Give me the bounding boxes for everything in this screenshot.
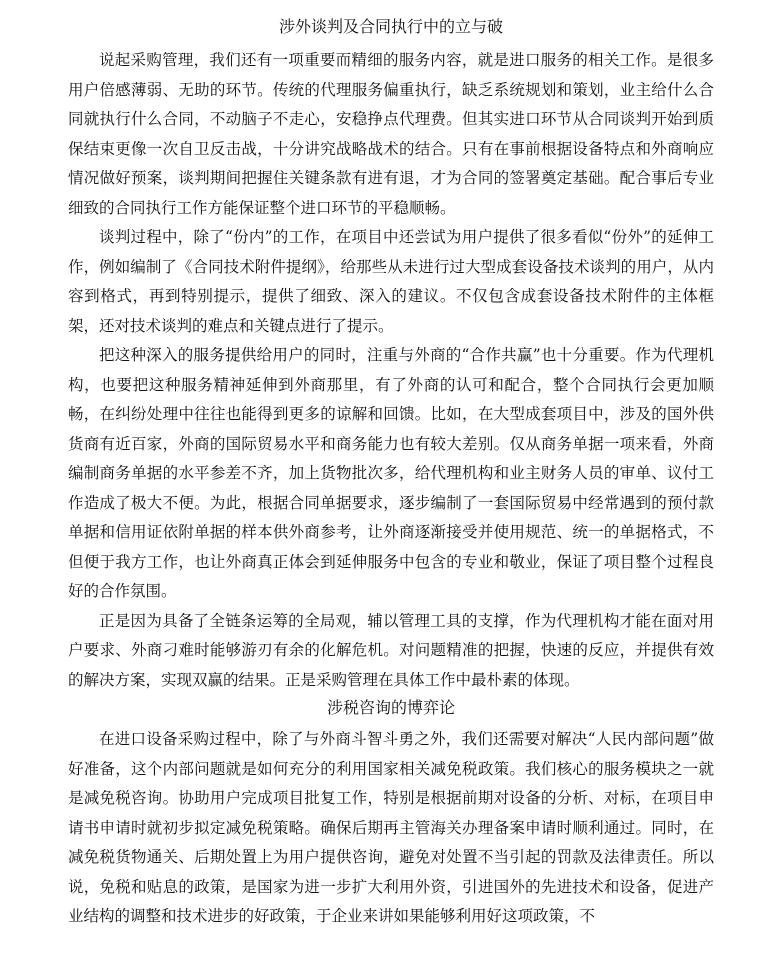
section-heading-negotiation: 涉外谈判及合同执行中的立与破 [278,17,503,36]
section-heading-tax: 涉税咨询的博弈论 [326,698,455,717]
paragraph-negotiation-process: 谈判过程中，除了“份内”的工作，在项目中还尝试为用户提供了很多看似“份外”的延伸工作，例如编制了《合同技术附件提纲》，给那些从未进行过大型成套设备技术谈判的用户，从内容到格式，再到特别提示，提供了细致、深入的建议。不仅包含成套设备技术附件的主体框架，还对技术谈判的难点和关键点进行了提示。 [68,228,714,335]
paragraph-intro: 说起采购管理，我们还有一项重要而精细的服务内容，就是进口服务的相关工作。是很多用户倍感薄弱、无助的环节。传统的代理服务偏重执行，缺乏系统规划和策划，业主给什么合同就执行什么合同，不动脑子不走心，安稳挣点代理费。但其实进口环节从合同谈判开始到质保结束更像一次自卫反击战，十分讲究战略战术的结合。只有在事前根据设备特点和外商响应情况做好预案，谈判期间把握住关键条款有进有退，才为合同的签署奠定基础。配合事后专业细致的合同执行工作方能保证整个进口环节的平稳顺畅。 [68,51,714,217]
paragraph-cooperation: 把这种深入的服务提供给用户的同时，注重与外商的“合作共赢”也十分重要。作为代理机构，也要把这种服务精神延伸到外商那里，有了外商的认可和配合，整个合同执行会更加顺畅，在纠纷处理中往往也能得到更多的谅解和回馈。比如，在大型成套项目中，涉及的国外供货商有近百家，外商的国际贸易水平和商务能力也有较大差别。仅从商务单据一项来看，外商编制商务单据的水平参差不齐，加上货物批次多，给代理机构和业主财务人员的审单、议付工作造成了极大不便。为此，根据合同单据要求，逐步编制了一套国际贸易中经常遇到的预付款单据和信用证依附单据的样本供外商参考，让外商逐渐接受并使用规范、统一的单据格式，不但便于我方工作，也让外商真正体会到延伸服务中包含的专业和敬业，保证了项目整个过程良好的合作氛围。 [68,346,714,600]
paragraph-tax-consulting: 在进口设备采购过程中，除了与外商斗智斗勇之外，我们还需要对解决“人民内部问题”做好准备，这个内部问题就是如何充分的利用国家相关减免税政策。我们核心的服务模块之一就是减免税咨询。协助用户完成项目批复工作，特别是根据前期对设备的分析、对标，在项目申请书申请时就初步拟定减免税策略。确保后期再主管海关办理备案申请时顺利通过。同时，在减免税货物通关、后期处置上为用户提供咨询，避免对处置不当引起的罚款及法律责任。所以说，免税和贴息的政策，是国家为进一步扩大利用外资，引进国外的先进技术和设备，促进产业结构的调整和技术进步的好政策，于企业来讲如果能够利用好这项政策，不 [68,730,714,925]
paragraph-conclusion: 正是因为具备了全链条运筹的全局观，辅以管理工具的支撑，作为代理机构才能在面对用户要求、外商刁难时能够游刃有余的化解危机。对问题精准的把握，快速的反应，并提供有效的解决方案，实现双赢的结果。正是采购管理在具体工作中最朴素的体现。 [68,611,714,689]
